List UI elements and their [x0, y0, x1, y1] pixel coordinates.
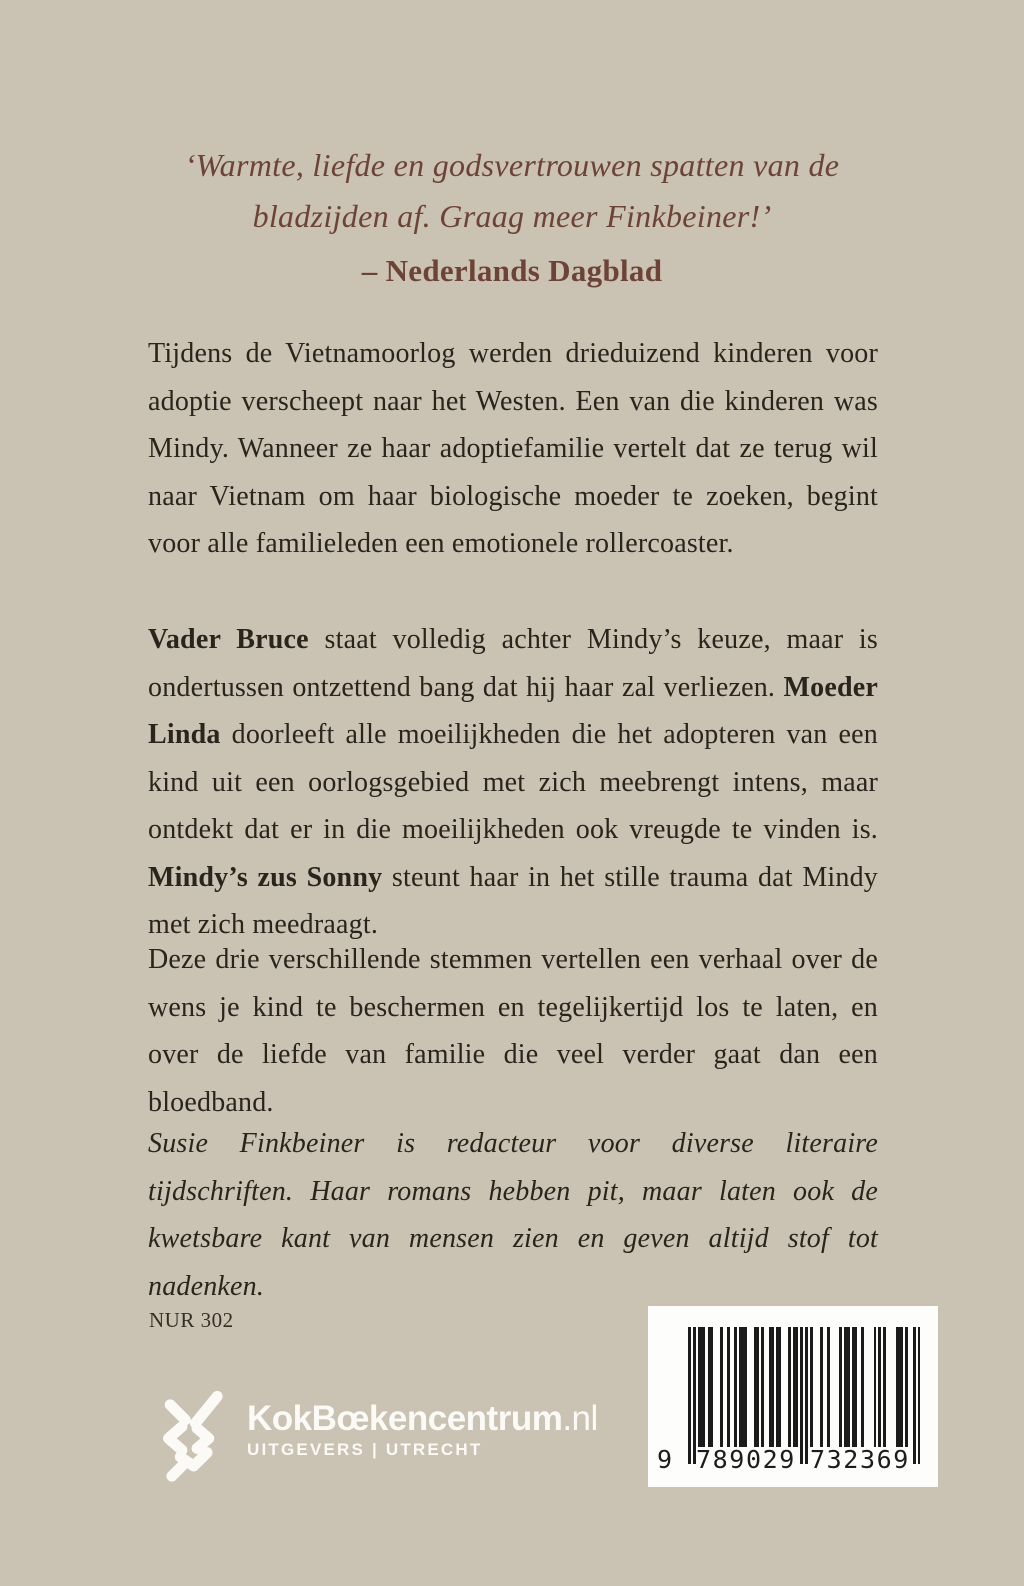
paragraph-2-text-a: staat volledig achter Mindy’s keuze, maar is ondertussen ontzettend bang dat hij haar zal verliezen.: [148, 624, 879, 703]
publisher-logo: [150, 1388, 598, 1482]
publisher-name-domain: .nl: [562, 1399, 598, 1438]
barcode-bar: [761, 1327, 764, 1447]
synopsis-paragraph-2: [148, 616, 878, 949]
barcode-bar: [778, 1327, 781, 1447]
barcode-bar: [839, 1327, 842, 1447]
press-quote-line-1: ‘Warmte, liefde en godsvertrouwen spatten van de: [184, 147, 840, 183]
barcode-bar: [854, 1327, 857, 1447]
publisher-subtitle: UITGEVERS | UTRECHT: [247, 1440, 483, 1459]
star-spark-icon: [150, 1388, 234, 1482]
barcode-bar: [756, 1327, 759, 1447]
synopsis-paragraph-1: Tijdens de Vietnamoorlog werden drieduizend kinderen voor adoptie verscheept naar het Westen. Een van die kinderen was Mindy. Wanneer ze haar adoptiefamilie vertelt dat ze terug wil naar Vietnam om haar biologische moeder te zoeken, begint voor alle familieleden een emotionele rollercoaster.: [148, 338, 878, 559]
character-name-vader-bruce: Vader Bruce: [148, 624, 309, 655]
press-quote: [0, 140, 1024, 291]
barcode-bar: [727, 1327, 730, 1447]
barcode-bar: [827, 1327, 830, 1447]
barcode-bar: [734, 1327, 737, 1447]
barcode-digit-group-2: 732369: [810, 1445, 910, 1474]
press-quote-attribution: – Nederlands Dagblad: [361, 253, 663, 288]
barcode-bar: [810, 1327, 813, 1447]
barcode-bar: [874, 1327, 877, 1447]
barcode-bar: [913, 1327, 916, 1464]
barcode-bar: [847, 1327, 850, 1447]
barcode-bar: [771, 1327, 774, 1447]
barcode-bar: [795, 1327, 798, 1447]
paragraph-2-text-b: doorleeft alle moeilijkheden die het adopteren van een kind uit een oorlogsgebied met zich meebrengt intens, maar ontdekt dat er in die moeilijkheden ook vreugde te vinden is.: [148, 719, 878, 845]
barcode-bar: [805, 1327, 808, 1464]
character-name-mindys-zus-sonny: Mindy’s zus Sonny: [148, 861, 383, 893]
publisher-logo-text: [247, 1401, 598, 1460]
barcode-bar: [820, 1327, 823, 1447]
barcode-bar: [688, 1327, 691, 1464]
barcode-bar: [710, 1327, 713, 1447]
paragraph-2-text-c: steunt haar in het stille trauma dat Mindy met zich meedraagt.: [148, 861, 878, 940]
author-bio: Susie Finkbeiner is redacteur voor diverse literaire tijdschriften. Haar romans hebben pit, maar laten ook de kwetsbare kant van mensen zien en geven altijd stof tot nadenken.: [148, 1128, 878, 1302]
publisher-name-main: KokBœkencentrum: [247, 1399, 563, 1438]
barcode-bar: [720, 1327, 723, 1447]
barcode-bar: [861, 1327, 864, 1447]
synopsis-paragraph-3: Deze drie verschillende stemmen vertellen een verhaal over de wens je kind te beschermen en tegelijkertijd los te laten, en over de liefde van familie die veel verder gaat dan een bloedband.: [148, 944, 878, 1118]
character-name-moeder-linda: Moeder Linda: [148, 671, 878, 750]
barcode-bar: [905, 1327, 908, 1447]
barcode-bar: [878, 1327, 881, 1447]
barcode-bar: [883, 1327, 886, 1447]
isbn-barcode: [648, 1306, 938, 1487]
barcode-bar: [788, 1327, 791, 1447]
barcode-digit-group-1: 789029: [696, 1445, 796, 1474]
barcode-bar: [918, 1327, 921, 1464]
barcode-bar: [703, 1327, 706, 1447]
barcode-bar: [900, 1327, 903, 1447]
barcode-bar: [693, 1327, 696, 1464]
barcode-bar: [744, 1327, 747, 1447]
press-quote-line-2: bladzijden af. Graag meer Finkbeiner!’: [252, 198, 772, 234]
nur-code: NUR 302: [149, 1308, 234, 1332]
publisher-name: [247, 1401, 598, 1437]
barcode-bar: [800, 1327, 803, 1464]
barcode-digit-left: 9: [657, 1445, 673, 1474]
